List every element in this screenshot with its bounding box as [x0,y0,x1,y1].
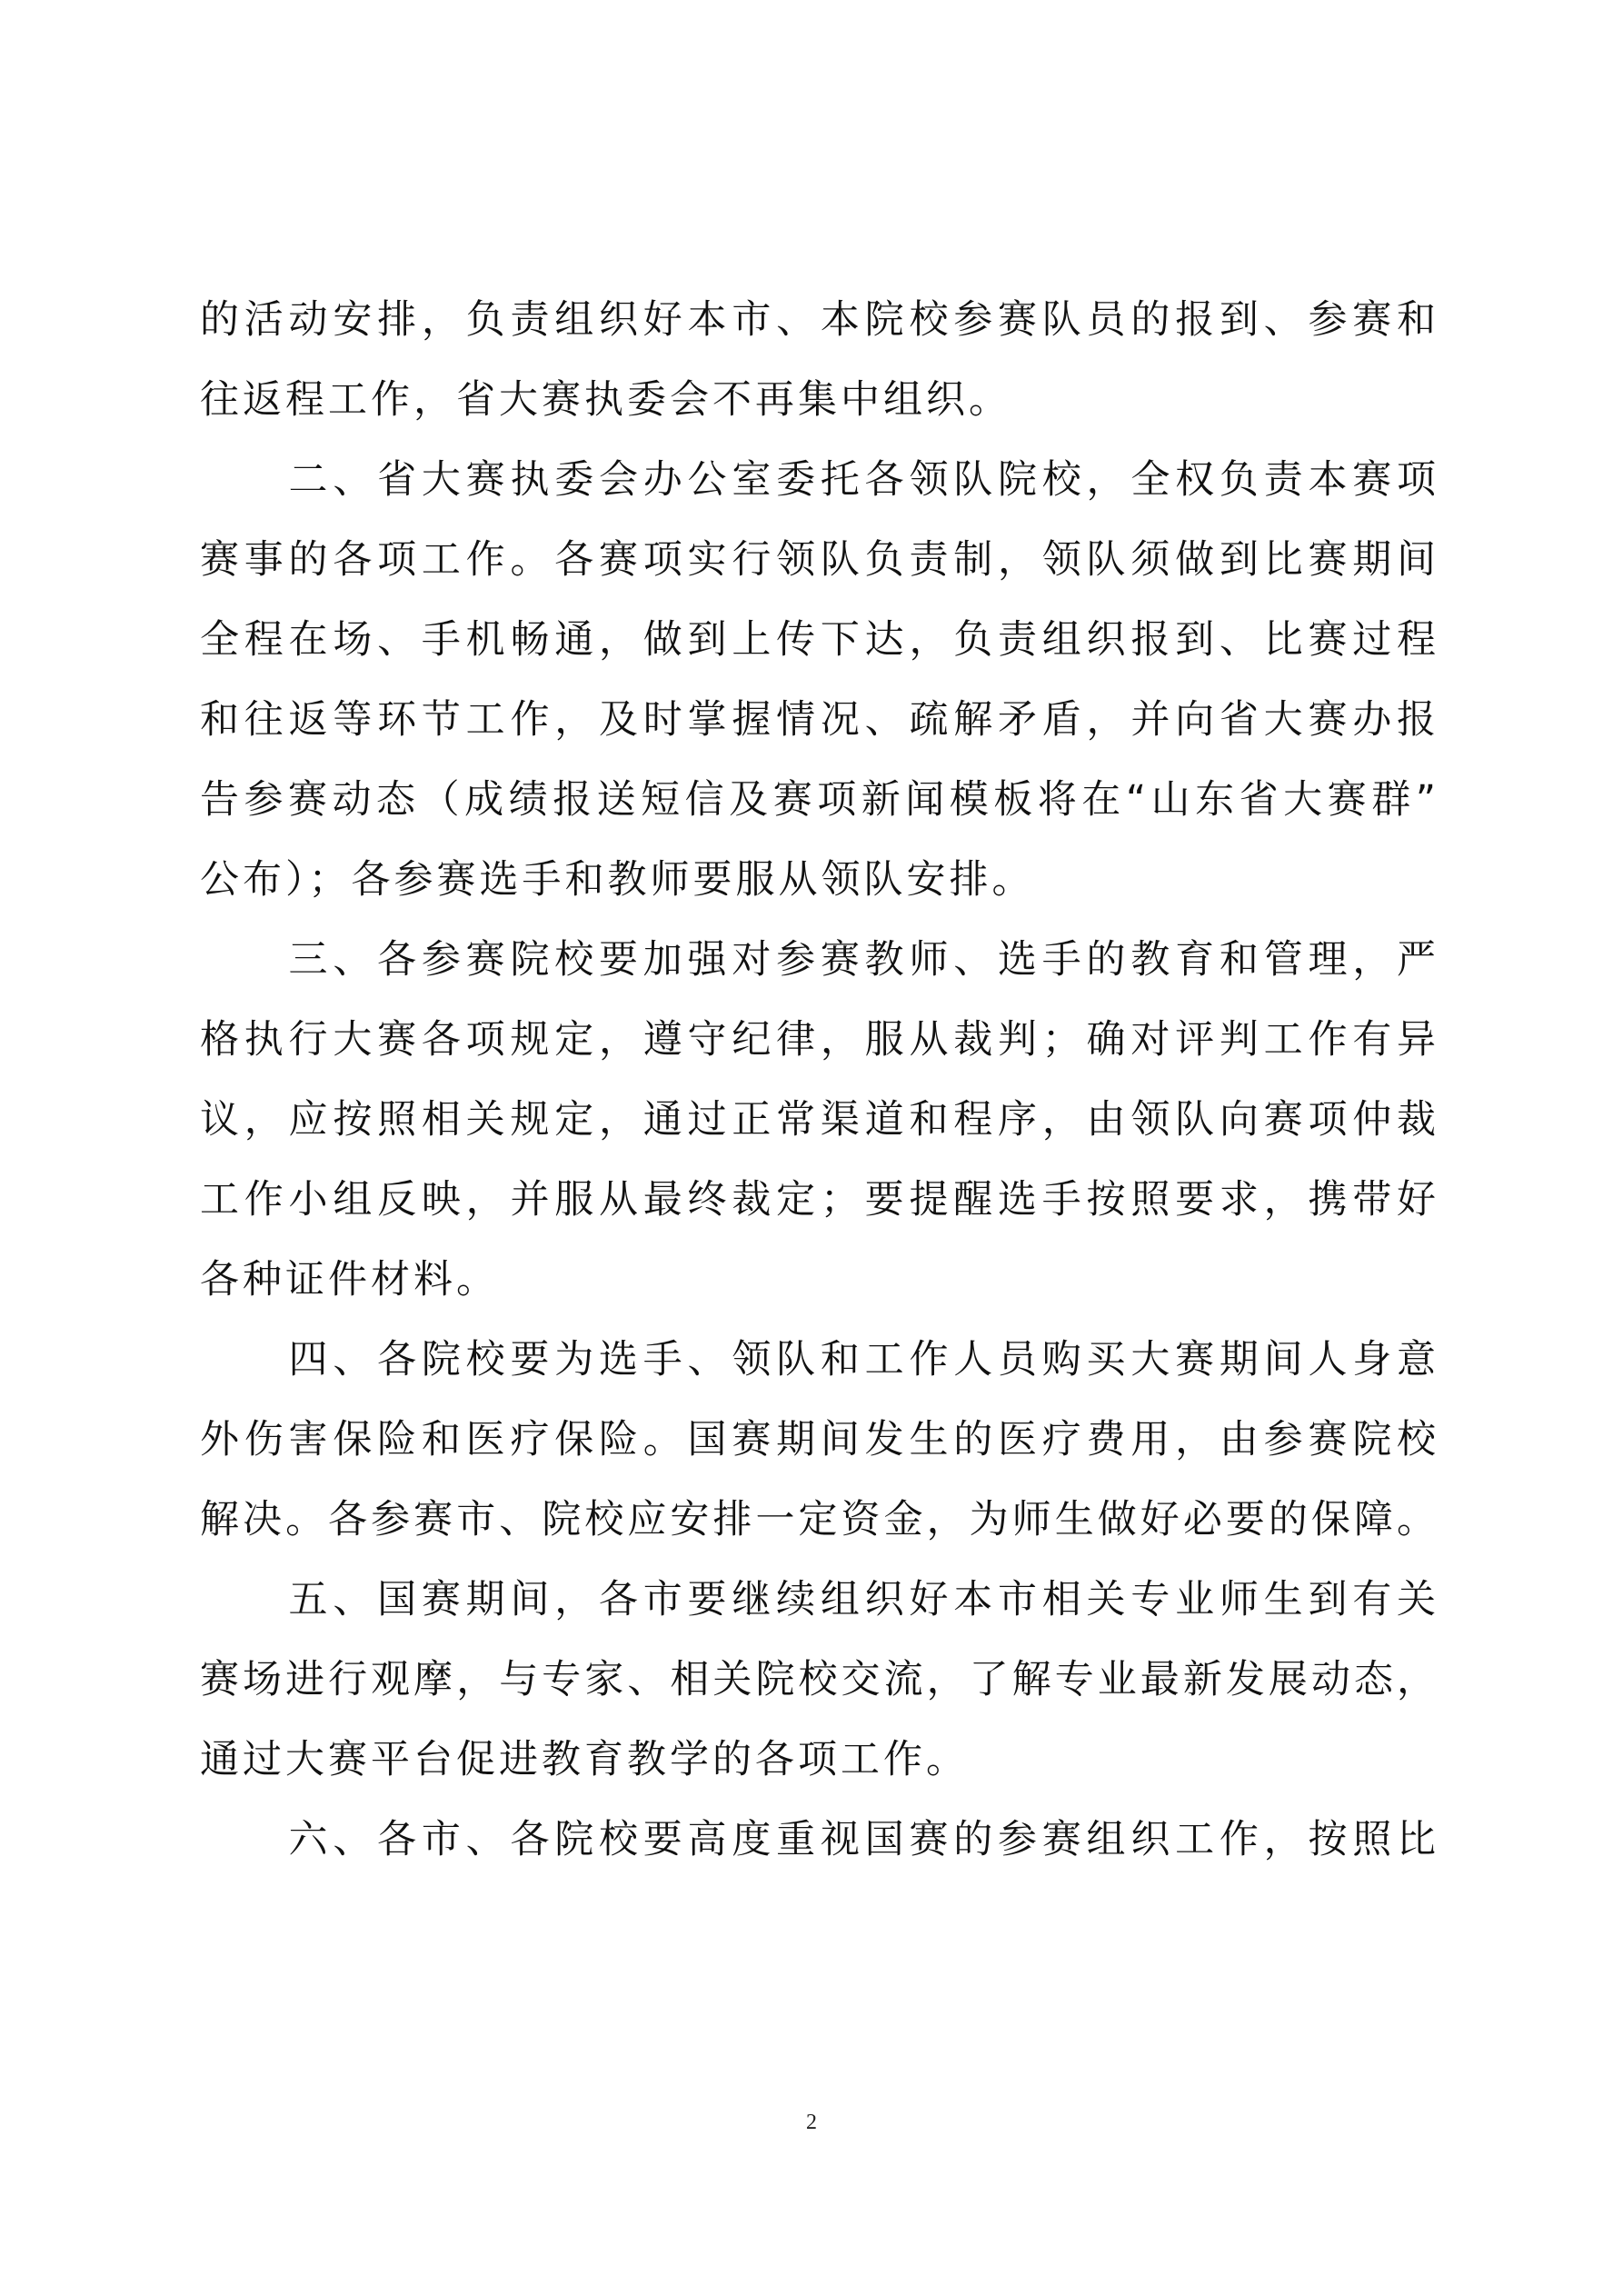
text-line: 六、各市、各院校要高度重视国赛的参赛组织工作，按照比 [200,1817,1436,1862]
text-line: 告参赛动态（成绩报送短信及赛项新闻模板将在“山东省大赛群” [200,777,1436,823]
text-line: 各种证件材料。 [200,1257,499,1303]
text-line: 通过大赛平台促进教育教学的各项工作。 [200,1737,969,1782]
text-line: 和往返等环节工作，及时掌握情况、疏解矛盾，并向省大赛办报 [200,697,1436,743]
text-line: 五、国赛期间，各市要继续组织好本市相关专业师生到有关 [200,1577,1436,1622]
text-line: 格执行大赛各项规定，遵守纪律，服从裁判；确对评判工作有异 [200,1017,1436,1063]
page-number: 2 [806,2111,817,2134]
text-line: 议，应按照相关规定，通过正常渠道和程序，由领队向赛项仲裁 [200,1097,1436,1143]
text-line: 往返程工作，省大赛执委会不再集中组织。 [200,377,1011,423]
text-line: 二、省大赛执委会办公室委托各领队院校，全权负责本赛项 [200,457,1436,503]
text-line: 解决。各参赛市、院校应安排一定资金，为师生做好必要的保障。 [200,1497,1436,1542]
text-line: 的活动安排，负责组织好本市、本院校参赛队员的报到、参赛和 [200,297,1436,343]
document-body [200,280,1436,1880]
text-line: 四、各院校要为选手、领队和工作人员购买大赛期间人身意 [200,1337,1436,1383]
text-line: 全程在场、手机畅通，做到上传下达，负责组织报到、比赛过程 [200,617,1436,663]
text-line: 公布）；各参赛选手和教师要服从领队安排。 [200,857,1035,903]
text-line: 三、各参赛院校要加强对参赛教师、选手的教育和管理，严 [200,937,1436,983]
text-line: 工作小组反映，并服从最终裁定；要提醒选手按照要求，携带好 [200,1177,1436,1223]
text-line: 外伤害保险和医疗保险。国赛期间发生的医疗费用，由参赛院校 [200,1417,1436,1462]
text-line: 赛事的各项工作。各赛项实行领队负责制，领队须做到比赛期间 [200,537,1436,583]
text-line: 赛场进行观摩，与专家、相关院校交流，了解专业最新发展动态， [200,1657,1436,1702]
